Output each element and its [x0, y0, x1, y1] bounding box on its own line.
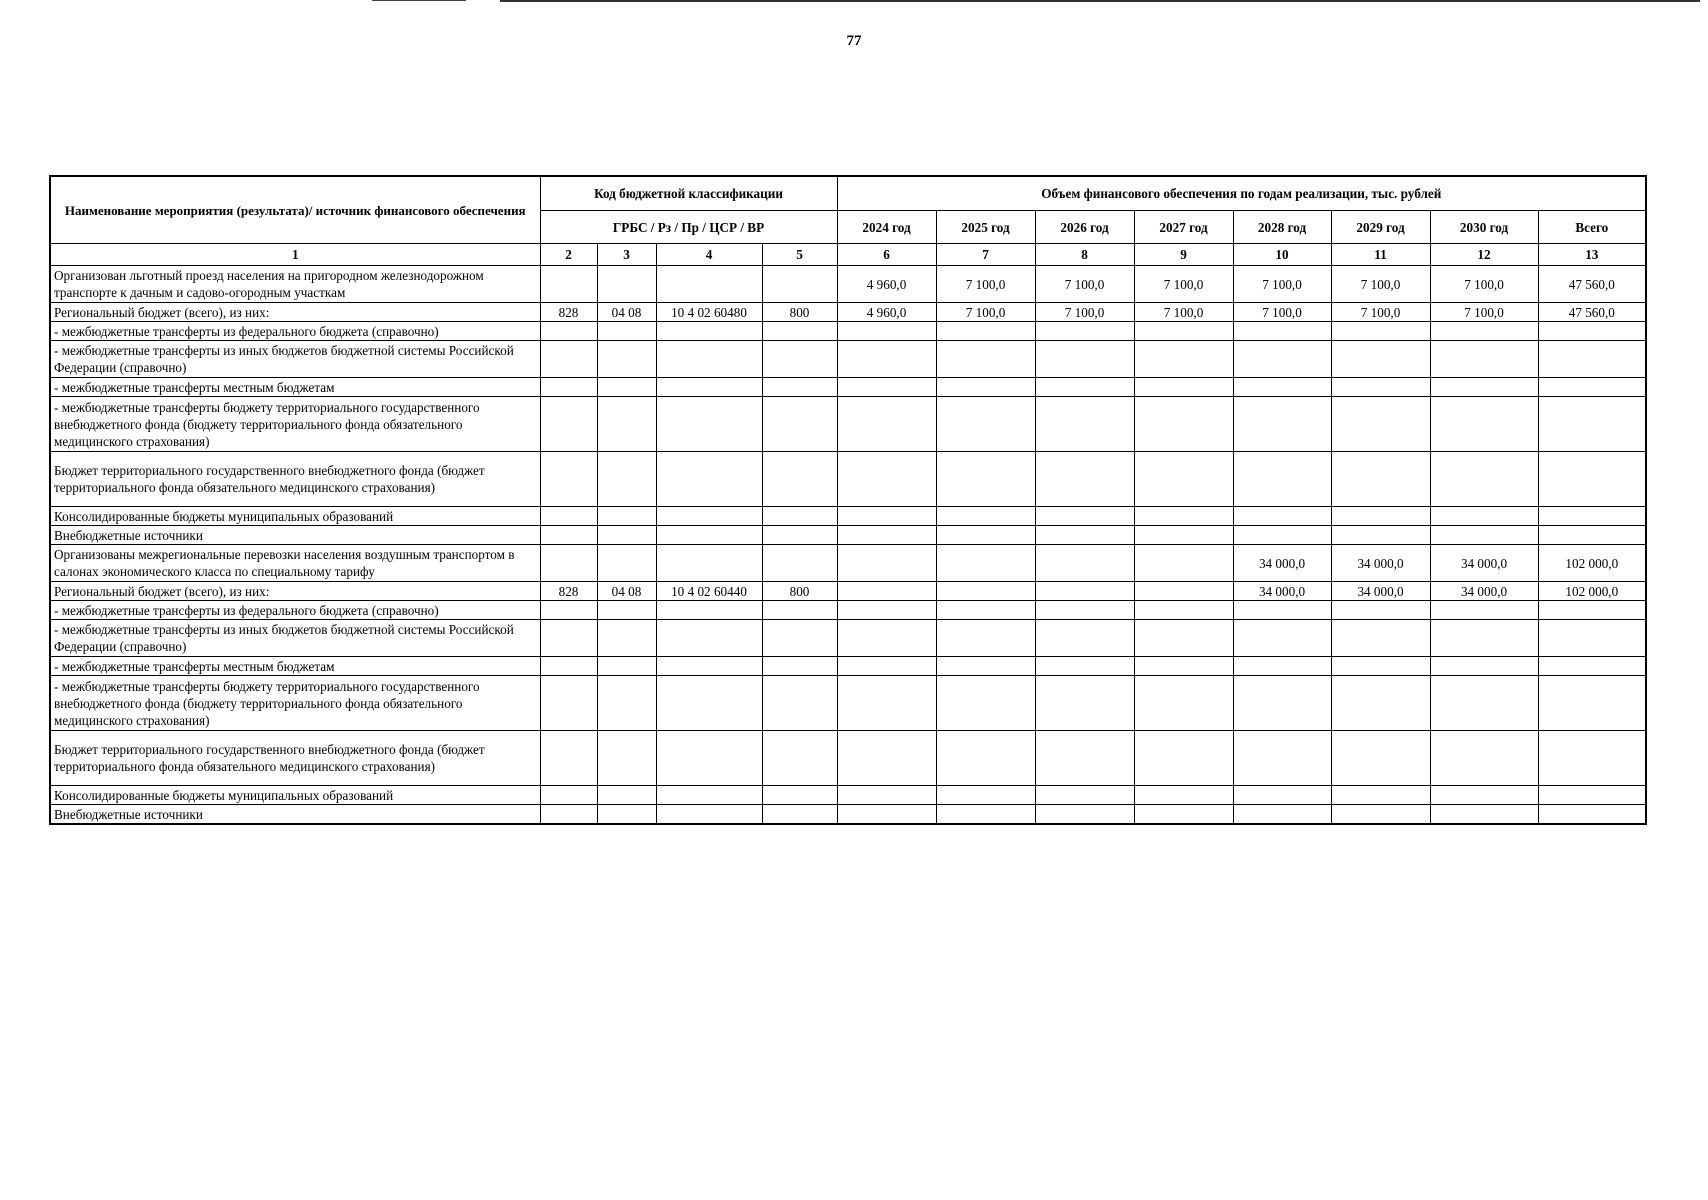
scan-top-line	[500, 0, 1700, 2]
year-value-cell	[837, 676, 936, 731]
year-value-cell	[1430, 620, 1538, 657]
table-row	[50, 657, 1646, 676]
budget-code-cell	[597, 341, 656, 378]
column-number: 2	[540, 244, 597, 266]
year-value-cell	[1331, 378, 1430, 397]
budget-code-cell	[597, 786, 656, 805]
budget-code-cell	[762, 620, 837, 657]
year-value-cell	[837, 731, 936, 786]
budget-code-cell	[762, 657, 837, 676]
budget-code-cell	[656, 452, 762, 507]
total-value-cell	[1538, 322, 1646, 341]
column-number: 1	[50, 244, 540, 266]
year-value-cell	[837, 805, 936, 825]
year-value-cell: 4 960,0	[837, 266, 936, 303]
year-value-cell	[936, 378, 1035, 397]
budget-code-cell	[656, 545, 762, 582]
table-row	[50, 786, 1646, 805]
year-value-cell	[936, 526, 1035, 545]
year-value-cell	[1134, 397, 1233, 452]
year-value-cell	[1233, 657, 1331, 676]
year-value-cell	[1233, 452, 1331, 507]
budget-code-cell	[656, 341, 762, 378]
year-value-cell	[1430, 341, 1538, 378]
year-value-cell	[1233, 507, 1331, 526]
budget-code-cell	[540, 620, 597, 657]
budget-code-cell	[597, 378, 656, 397]
column-number: 3	[597, 244, 656, 266]
total-value-cell	[1538, 805, 1646, 825]
year-value-cell	[1430, 657, 1538, 676]
year-value-cell	[1233, 786, 1331, 805]
budget-code-cell	[540, 657, 597, 676]
year-value-cell	[1035, 620, 1134, 657]
budget-code-cell	[597, 620, 656, 657]
budget-code-cell	[656, 601, 762, 620]
total-value-cell: 47 560,0	[1538, 303, 1646, 322]
year-value-cell	[936, 676, 1035, 731]
budget-code-cell	[656, 657, 762, 676]
year-value-cell	[936, 601, 1035, 620]
budget-code-cell	[597, 805, 656, 825]
year-value-cell	[1331, 620, 1430, 657]
year-value-cell	[1035, 507, 1134, 526]
column-number: 4	[656, 244, 762, 266]
year-value-cell	[936, 620, 1035, 657]
budget-code-cell	[540, 526, 597, 545]
budget-code-cell	[656, 266, 762, 303]
year-value-cell	[936, 507, 1035, 526]
table-row	[50, 322, 1646, 341]
year-value-cell	[1134, 601, 1233, 620]
budget-code-cell	[656, 620, 762, 657]
header-year: 2029 год	[1331, 211, 1430, 244]
row-name: Организованы межрегиональные перевозки населения воздушным транспортом в салонах экономического класса по специальному тарифу	[50, 545, 540, 582]
total-value-cell	[1538, 341, 1646, 378]
year-value-cell	[1233, 805, 1331, 825]
total-value-cell	[1538, 786, 1646, 805]
budget-code-cell	[597, 397, 656, 452]
year-value-cell	[1134, 786, 1233, 805]
row-name: - межбюджетные трансферты из федерального бюджета (справочно)	[50, 601, 540, 620]
table-row	[50, 526, 1646, 545]
budget-code-cell	[762, 322, 837, 341]
budget-code-cell	[656, 731, 762, 786]
budget-code-cell	[540, 805, 597, 825]
year-value-cell	[1430, 601, 1538, 620]
row-name: Внебюджетные источники	[50, 526, 540, 545]
total-value-cell	[1538, 731, 1646, 786]
year-value-cell	[1035, 805, 1134, 825]
page-number: 77	[846, 33, 862, 49]
budget-code-cell	[540, 322, 597, 341]
year-value-cell	[1430, 731, 1538, 786]
row-name: Региональный бюджет (всего), из них:	[50, 582, 540, 601]
year-value-cell	[837, 582, 936, 601]
column-number: 8	[1035, 244, 1134, 266]
table-row	[50, 582, 1646, 601]
header-year: 2024 год	[837, 211, 936, 244]
year-value-cell	[1331, 341, 1430, 378]
year-value-cell	[936, 545, 1035, 582]
column-number: 11	[1331, 244, 1430, 266]
budget-code-cell	[540, 545, 597, 582]
year-value-cell	[1233, 378, 1331, 397]
year-value-cell	[1331, 526, 1430, 545]
column-number: 10	[1233, 244, 1331, 266]
year-value-cell	[1035, 601, 1134, 620]
year-value-cell	[1233, 676, 1331, 731]
year-value-cell: 34 000,0	[1430, 582, 1538, 601]
year-value-cell	[1134, 341, 1233, 378]
budget-code-cell	[540, 676, 597, 731]
year-value-cell	[1331, 322, 1430, 341]
budget-code-cell	[597, 507, 656, 526]
total-value-cell: 102 000,0	[1538, 582, 1646, 601]
budget-code-cell	[656, 397, 762, 452]
year-value-cell	[837, 786, 936, 805]
budget-code-cell	[762, 266, 837, 303]
year-value-cell: 7 100,0	[1134, 303, 1233, 322]
budget-code-cell	[762, 507, 837, 526]
budget-code-cell	[762, 452, 837, 507]
year-value-cell	[837, 452, 936, 507]
total-value-cell: 102 000,0	[1538, 545, 1646, 582]
table-row	[50, 507, 1646, 526]
column-number: 12	[1430, 244, 1538, 266]
column-number: 5	[762, 244, 837, 266]
year-value-cell	[1430, 452, 1538, 507]
year-value-cell	[1035, 676, 1134, 731]
table-row	[50, 397, 1646, 452]
year-value-cell: 7 100,0	[1331, 266, 1430, 303]
year-value-cell	[936, 397, 1035, 452]
budget-code-cell	[762, 341, 837, 378]
year-value-cell	[1035, 322, 1134, 341]
year-value-cell	[1233, 620, 1331, 657]
table-row	[50, 266, 1646, 303]
table-row	[50, 303, 1646, 322]
year-value-cell: 34 000,0	[1233, 545, 1331, 582]
total-value-cell	[1538, 620, 1646, 657]
budget-code-cell	[762, 676, 837, 731]
budget-code-cell	[540, 341, 597, 378]
budget-code-cell	[540, 266, 597, 303]
table-row	[50, 676, 1646, 731]
year-value-cell	[1331, 452, 1430, 507]
year-value-cell: 7 100,0	[1233, 266, 1331, 303]
budget-code-cell	[656, 805, 762, 825]
year-value-cell	[1134, 676, 1233, 731]
table-row	[50, 452, 1646, 507]
year-value-cell	[837, 378, 936, 397]
year-value-cell	[1134, 452, 1233, 507]
year-value-cell	[1134, 322, 1233, 341]
year-value-cell	[1430, 507, 1538, 526]
budget-code-cell	[762, 526, 837, 545]
header-total: Всего	[1538, 211, 1646, 244]
total-value-cell	[1538, 526, 1646, 545]
year-value-cell	[1331, 657, 1430, 676]
budget-code-cell	[597, 266, 656, 303]
year-value-cell	[1035, 786, 1134, 805]
budget-code-cell	[540, 507, 597, 526]
header-code-subtitle: ГРБС / Рз / Пр / ЦСР / ВР	[540, 211, 837, 244]
year-value-cell	[1233, 341, 1331, 378]
year-value-cell	[1331, 507, 1430, 526]
budget-code-cell: 800	[762, 303, 837, 322]
table-row	[50, 805, 1646, 825]
table-row	[50, 620, 1646, 657]
year-value-cell	[837, 620, 936, 657]
year-value-cell	[936, 805, 1035, 825]
budget-code-cell	[540, 786, 597, 805]
year-value-cell: 34 000,0	[1331, 582, 1430, 601]
budget-code-cell	[762, 397, 837, 452]
year-value-cell	[1331, 731, 1430, 786]
budget-code-cell: 04 08	[597, 303, 656, 322]
table-row	[50, 341, 1646, 378]
year-value-cell: 7 100,0	[1430, 266, 1538, 303]
year-value-cell	[936, 452, 1035, 507]
total-value-cell	[1538, 601, 1646, 620]
year-value-cell: 7 100,0	[936, 303, 1035, 322]
year-value-cell	[1035, 397, 1134, 452]
row-name: - межбюджетные трансферты из федерального бюджета (справочно)	[50, 322, 540, 341]
table-row	[50, 545, 1646, 582]
year-value-cell	[837, 526, 936, 545]
column-number: 7	[936, 244, 1035, 266]
row-name: - межбюджетные трансферты местным бюджетам	[50, 378, 540, 397]
budget-code-cell: 10 4 02 60480	[656, 303, 762, 322]
year-value-cell: 34 000,0	[1233, 582, 1331, 601]
year-value-cell	[936, 322, 1035, 341]
row-name: Консолидированные бюджеты муниципальных образований	[50, 786, 540, 805]
year-value-cell	[1134, 805, 1233, 825]
year-value-cell	[1035, 378, 1134, 397]
year-value-cell	[1035, 731, 1134, 786]
row-name: - межбюджетные трансферты бюджету территориального государственного внебюджетного фонда (бюджету территориального фонда обязательного медицинского страхования)	[50, 397, 540, 452]
budget-code-cell	[540, 378, 597, 397]
year-value-cell	[1134, 582, 1233, 601]
budget-code-cell	[597, 545, 656, 582]
year-value-cell: 34 000,0	[1430, 545, 1538, 582]
budget-code-cell	[597, 526, 656, 545]
total-value-cell	[1538, 657, 1646, 676]
total-value-cell	[1538, 452, 1646, 507]
budget-code-cell	[597, 731, 656, 786]
year-value-cell	[837, 545, 936, 582]
header-year: 2030 год	[1430, 211, 1538, 244]
year-value-cell	[1134, 657, 1233, 676]
budget-code-cell	[540, 731, 597, 786]
year-value-cell: 7 100,0	[1035, 266, 1134, 303]
table-row	[50, 731, 1646, 786]
year-value-cell	[1134, 507, 1233, 526]
table-row	[50, 378, 1646, 397]
year-value-cell	[936, 731, 1035, 786]
header-year: 2028 год	[1233, 211, 1331, 244]
year-value-cell	[1134, 620, 1233, 657]
year-value-cell: 7 100,0	[1035, 303, 1134, 322]
budget-code-cell	[762, 805, 837, 825]
budget-code-cell	[762, 601, 837, 620]
budget-code-cell	[597, 452, 656, 507]
header-year: 2025 год	[936, 211, 1035, 244]
year-value-cell	[1233, 731, 1331, 786]
budget-code-cell	[540, 397, 597, 452]
year-value-cell	[837, 601, 936, 620]
row-name: Региональный бюджет (всего), из них:	[50, 303, 540, 322]
budget-code-cell	[656, 676, 762, 731]
year-value-cell	[1233, 526, 1331, 545]
year-value-cell	[1233, 601, 1331, 620]
year-value-cell	[1035, 545, 1134, 582]
year-value-cell	[837, 397, 936, 452]
total-value-cell: 47 560,0	[1538, 266, 1646, 303]
budget-code-cell	[656, 322, 762, 341]
year-value-cell	[1331, 397, 1430, 452]
total-value-cell	[1538, 676, 1646, 731]
year-value-cell	[1331, 676, 1430, 731]
year-value-cell	[1430, 397, 1538, 452]
header-budget-code: Код бюджетной классификации	[540, 176, 837, 211]
year-value-cell	[1233, 397, 1331, 452]
table-body	[50, 266, 1646, 825]
budget-code-cell: 828	[540, 303, 597, 322]
row-name: - межбюджетные трансферты из иных бюджетов бюджетной системы Российской Федерации (справочно)	[50, 341, 540, 378]
budget-code-cell	[762, 545, 837, 582]
budget-code-cell: 10 4 02 60440	[656, 582, 762, 601]
budget-code-cell	[540, 601, 597, 620]
total-value-cell	[1538, 397, 1646, 452]
year-value-cell	[1331, 805, 1430, 825]
year-value-cell	[936, 657, 1035, 676]
budget-code-cell: 828	[540, 582, 597, 601]
year-value-cell	[837, 657, 936, 676]
year-value-cell	[837, 341, 936, 378]
scan-top-line	[372, 0, 466, 1]
year-value-cell	[1134, 731, 1233, 786]
year-value-cell: 34 000,0	[1331, 545, 1430, 582]
row-name: Внебюджетные источники	[50, 805, 540, 825]
year-value-cell: 7 100,0	[1331, 303, 1430, 322]
year-value-cell	[1035, 582, 1134, 601]
year-value-cell	[1430, 378, 1538, 397]
header-year: 2027 год	[1134, 211, 1233, 244]
year-value-cell	[1430, 786, 1538, 805]
total-value-cell	[1538, 507, 1646, 526]
year-value-cell	[1331, 601, 1430, 620]
row-name: Бюджет территориального государственного внебюджетного фонда (бюджет территориального фонда обязательного медицинского страхования)	[50, 452, 540, 507]
row-name: - межбюджетные трансферты из иных бюджетов бюджетной системы Российской Федерации (справочно)	[50, 620, 540, 657]
row-name: - межбюджетные трансферты бюджету территориального государственного внебюджетного фонда (бюджету территориального фонда обязательного медицинского страхования)	[50, 676, 540, 731]
budget-code-cell	[762, 786, 837, 805]
row-name: Консолидированные бюджеты муниципальных образований	[50, 507, 540, 526]
year-value-cell	[1134, 545, 1233, 582]
year-value-cell	[1430, 676, 1538, 731]
budget-code-cell	[656, 786, 762, 805]
year-value-cell	[837, 322, 936, 341]
budget-code-cell	[762, 731, 837, 786]
budget-code-cell	[597, 657, 656, 676]
year-value-cell	[1035, 657, 1134, 676]
year-value-cell	[837, 507, 936, 526]
year-value-cell	[936, 786, 1035, 805]
year-value-cell	[1134, 526, 1233, 545]
budget-code-cell: 04 08	[597, 582, 656, 601]
year-value-cell	[1233, 322, 1331, 341]
year-value-cell	[936, 582, 1035, 601]
row-name: - межбюджетные трансферты местным бюджетам	[50, 657, 540, 676]
budget-code-cell	[597, 322, 656, 341]
financing-table	[49, 175, 1647, 825]
budget-code-cell	[762, 378, 837, 397]
budget-code-cell	[656, 526, 762, 545]
budget-code-cell	[656, 507, 762, 526]
budget-code-cell: 800	[762, 582, 837, 601]
header-financing-volume: Объем финансового обеспечения по годам реализации, тыс. рублей	[837, 176, 1646, 211]
year-value-cell: 7 100,0	[1134, 266, 1233, 303]
budget-code-cell	[540, 452, 597, 507]
column-number: 9	[1134, 244, 1233, 266]
year-value-cell	[1430, 322, 1538, 341]
year-value-cell: 7 100,0	[1233, 303, 1331, 322]
budget-code-cell	[597, 601, 656, 620]
year-value-cell: 4 960,0	[837, 303, 936, 322]
header-name-column: Наименование мероприятия (результата)/ источник финансового обеспечения	[50, 176, 540, 244]
row-name: Бюджет территориального государственного внебюджетного фонда (бюджет территориального фонда обязательного медицинского страхования)	[50, 731, 540, 786]
year-value-cell	[1035, 452, 1134, 507]
total-value-cell	[1538, 378, 1646, 397]
row-name: Организован льготный проезд населения на пригородном железнодорожном транспорте к дачным и садово-огородным участкам	[50, 266, 540, 303]
year-value-cell	[1035, 526, 1134, 545]
column-number: 6	[837, 244, 936, 266]
table-row	[50, 601, 1646, 620]
header-year: 2026 год	[1035, 211, 1134, 244]
year-value-cell	[1035, 341, 1134, 378]
year-value-cell: 7 100,0	[936, 266, 1035, 303]
budget-code-cell	[656, 378, 762, 397]
column-number: 13	[1538, 244, 1646, 266]
year-value-cell	[936, 341, 1035, 378]
year-value-cell	[1134, 378, 1233, 397]
year-value-cell	[1430, 526, 1538, 545]
year-value-cell	[1331, 786, 1430, 805]
budget-code-cell	[597, 676, 656, 731]
year-value-cell	[1430, 805, 1538, 825]
year-value-cell: 7 100,0	[1430, 303, 1538, 322]
